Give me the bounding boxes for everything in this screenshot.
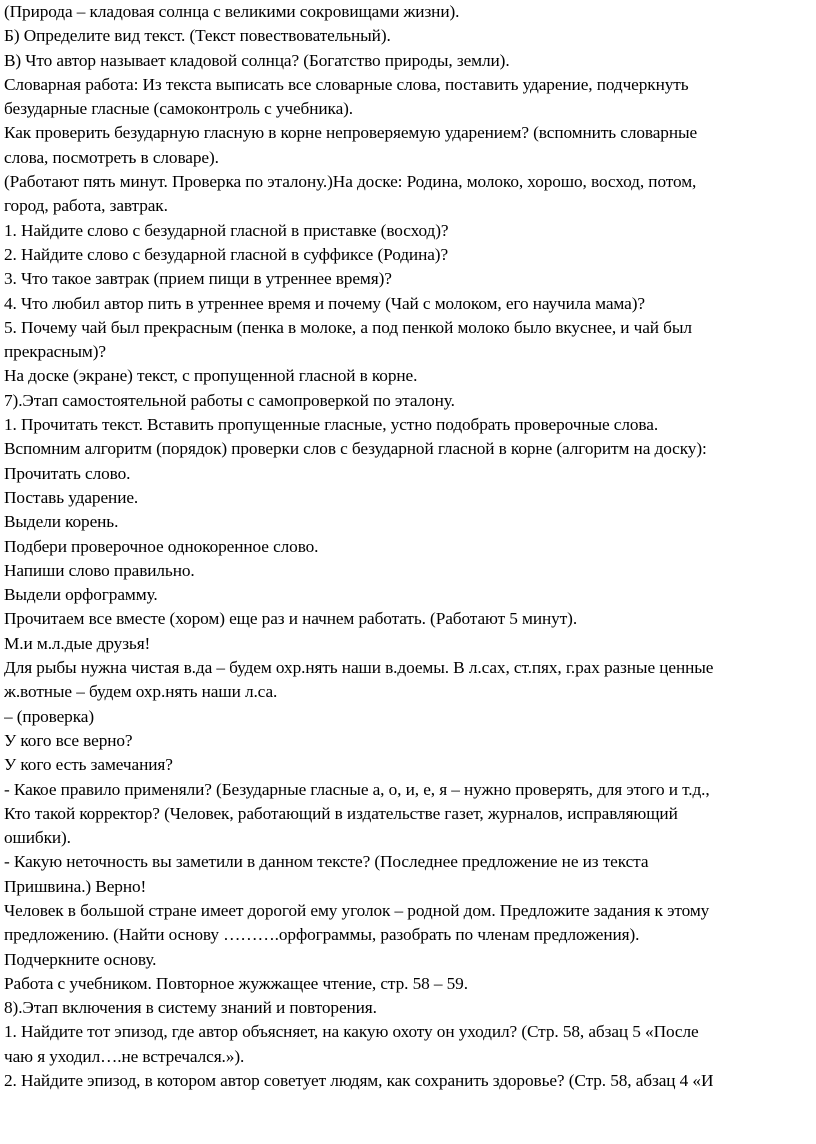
text-line: 3. Что такое завтрак (прием пищи в утреннее время)? (4, 269, 392, 289)
text-line: - Какую неточность вы заметили в данном тексте? (Последнее предложение не из текста (4, 852, 649, 872)
text-line: У кого есть замечания? (4, 755, 173, 775)
text-line: 7).Этап самостоятельной работы с самопроверкой по эталону. (4, 390, 455, 410)
text-line: У кого все верно? (4, 730, 133, 750)
text-line: На доске (экране) текст, с пропущенной гласной в корне. (4, 366, 418, 386)
text-line: прекрасным)? (4, 342, 106, 362)
text-line: 4. Что любил автор пить в утреннее время и почему (Чай с молоком, его научила мама)? (4, 293, 645, 313)
text-line: Прочитаем все вместе (хором) еще раз и начнем работать. (Работают 5 минут). (4, 609, 578, 629)
text-line: Пришвина.) Верно! (4, 876, 147, 896)
text-line: Работа с учебником. Повторное жужжащее чтение, стр. 58 – 59. (4, 973, 468, 993)
text-line: Поставь ударение. (4, 487, 139, 507)
text-line: 8).Этап включения в систему знаний и повторения. (4, 998, 377, 1018)
text-line: Словарная работа: Из текста выписать все словарные слова, поставить ударение, подчеркнуть (4, 74, 689, 94)
text-line: 1. Найдите тот эпизод, где автор объясняет, на какую охоту он уходил? (Стр. 58, абзац 5 «После (4, 1022, 699, 1042)
text-line: ошибки). (4, 828, 71, 848)
text-line: Прочитать слово. (4, 463, 131, 483)
text-line: – (проверка) (4, 706, 94, 726)
text-line: Кто такой корректор? (Человек, работающий в издательстве газет, журналов, исправляющий (4, 803, 678, 823)
text-line: 2. Найдите слово с безударной гласной в суффиксе (Родина)? (4, 244, 449, 264)
text-line: слова, посмотреть в словаре). (4, 147, 219, 167)
text-line: Человек в большой стране имеет дорогой ему уголок – родной дом. Предложите задания к этому (4, 900, 710, 920)
text-line: чаю я уходил….не встречался.»). (4, 1046, 245, 1066)
text-line: Подбери проверочное однокоренное слово. (4, 536, 319, 556)
text-line: (Работают пять минут. Проверка по эталону.)На доске: Родина, молоко, хорошо, восход, потом, (4, 172, 697, 192)
text-line: Выдели орфограмму. (4, 585, 158, 605)
text-line: город, работа, завтрак. (4, 196, 168, 216)
text-line: Выдели корень. (4, 512, 119, 532)
text-line: Как проверить безударную гласную в корне непроверяемую ударением? (вспомнить словарные (4, 123, 698, 143)
text-line: 1. Прочитать текст. Вставить пропущенные гласные, устно подобрать проверочные слова. (4, 415, 659, 435)
text-line: Для рыбы нужна чистая в.да – будем охр.нять наши в.доемы. В л.сах, ст.пях, г.рах разные ценные (4, 658, 714, 678)
text-line: М.и м.л.дые друзья! (4, 633, 151, 653)
text-line: Вспомним алгоритм (порядок) проверки слов с безударной гласной в корне (алгоритм на доску): (4, 439, 707, 459)
text-line: В) Что автор называет кладовой солнца? (Богатство природы, земли). (4, 50, 510, 70)
text-line: Подчеркните основу. (4, 949, 157, 969)
text-line: Напиши слово правильно. (4, 560, 195, 580)
text-line: (Природа – кладовая солнца с великими сокровищами жизни). (4, 2, 460, 21)
text-line: ж.вотные – будем охр.нять наши л.са. (4, 682, 278, 702)
text-line: Б) Определите вид текст. (Текст повествовательный). (4, 26, 391, 46)
text-line: безударные гласные (самоконтроль с учебника). (4, 99, 354, 119)
text-line: 1. Найдите слово с безударной гласной в приставке (восход)? (4, 220, 449, 240)
text-line: - Какое правило применяли? (Безударные гласные а, о, и, е, я – нужно проверять, для этого и т.д., (4, 779, 710, 799)
text-line: предложению. (Найти основу ……….орфограммы, разобрать по членам предложения). (4, 925, 640, 945)
text-line: 5. Почему чай был прекрасным (пенка в молоке, а под пенкой молоко было вкуснее, и чай был (4, 317, 692, 337)
text-line: 2. Найдите эпизод, в котором автор советует людям, как сохранить здоровье? (Стр. 58, абзац 4 «И (4, 1071, 714, 1091)
